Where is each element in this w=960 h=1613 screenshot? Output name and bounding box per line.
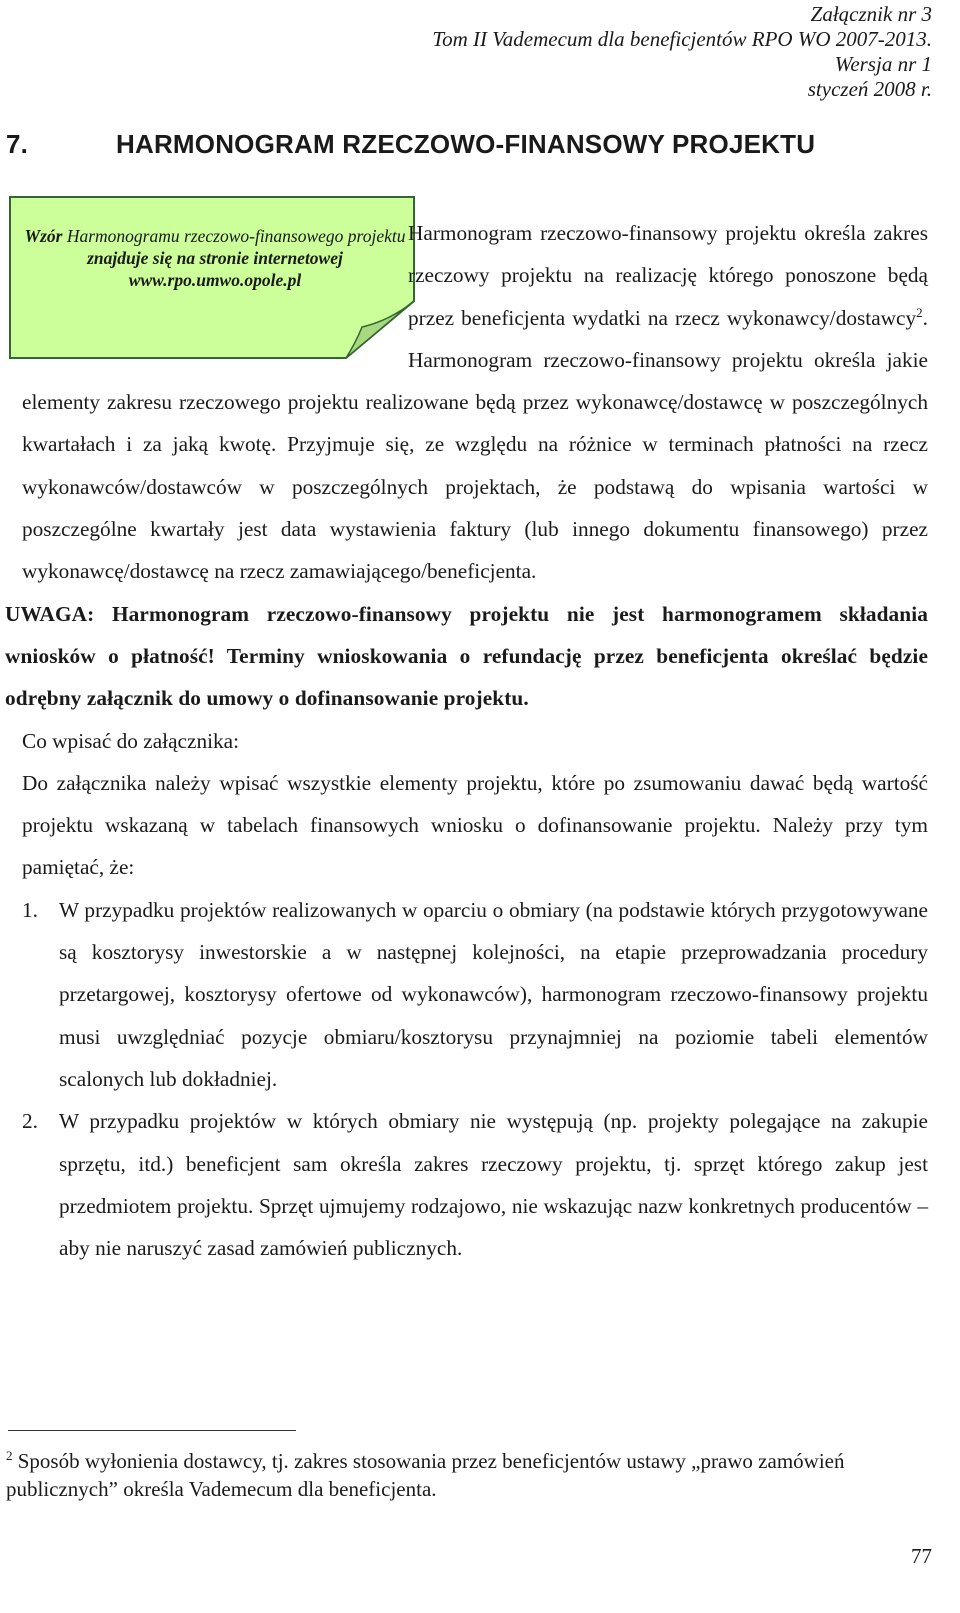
footnote-reference[interactable]: 2 <box>916 304 923 320</box>
list-item <box>22 889 928 1100</box>
header-annex: Załącznik nr 3 <box>810 2 932 26</box>
section-title-text: HARMONOGRAM RZECZOWO-FINANSOWY PROJEKTU <box>116 129 816 159</box>
main-content <box>5 212 928 1269</box>
list-item <box>22 1100 928 1269</box>
footnote-text: Sposób wyłonienia dostawcy, tj. zakres stosowania przez beneficjentów ustawy „prawo zamówień publicznych” określa Vademecum dla beneficjenta. <box>6 1449 845 1501</box>
page-number: 77 <box>911 1544 932 1568</box>
what-paragraph: Do załącznika należy wpisać wszystkie elementy projektu, które po zsumowaniu dawać będą wartość projektu wskazaną w tabelach finansowych wniosku o dofinansowanie projektu. Należy przy tym pamiętać, że: <box>22 770 928 880</box>
footnote <box>6 1442 906 1503</box>
section-number: 7. <box>6 129 29 159</box>
intro-text: Harmonogram rzeczowo-finansowy projektu określa zakres rzeczowy projektu na realizację którego ponoszone będą przez beneficjenta wydatki na rzecz wykonawcy/dostawcy <box>408 221 928 330</box>
note-bold-word: Wzór <box>24 226 63 246</box>
footnote-number: 2 <box>6 1448 13 1463</box>
list-item-marker: 1. <box>22 897 38 922</box>
footnote-separator <box>8 1430 296 1431</box>
header-version: Wersja nr 1 <box>834 52 932 76</box>
note-url-link[interactable]: www.rpo.umwo.opole.pl <box>128 270 302 290</box>
list-item-text: W przypadku projektów realizowanych w oparciu o obmiary (na podstawie których przygotowywane są kosztorysy inwestorskie a w następnej kolejności, na etapie przeprowadzania procedury przetargowej, kosztorysy ofertowe od wykonawców), harmonogram rzeczowo-finansowy projektu musi uwzględniać pozycje obmiaru/kosztorysu przynajmniej na poziomie tabeli elementów scalonych lub dokładniej. <box>59 897 928 1091</box>
header-volume: Tom II Vademecum dla beneficjentów RPO WO 2007-2013. <box>432 27 932 51</box>
note-text-part1: Harmonogramu rzeczowo-finansowego projektu <box>66 226 406 246</box>
list-item-text: W przypadku projektów w których obmiary nie występują (np. projekty polegające na zakupie sprzętu, itd.) beneficjent sam określa zakres rzeczowy projektu, tj. sprzęt którego zakup jest przedmiotem projektu. Sprzęt ujmujemy rodzajowo, nie wskazując nazw konkretnych producentów – aby nie naruszyć zasad zamówień publicznych. <box>59 1109 928 1261</box>
requirements-list <box>22 889 928 1270</box>
list-item-marker: 2. <box>22 1109 38 1134</box>
note-bold-text: znajduje się na stronie internetowej <box>87 248 343 268</box>
section-title <box>6 129 815 160</box>
note-wrap-spacer <box>0 212 408 372</box>
document-header <box>432 2 932 102</box>
what-heading: Co wpisać do załącznika: <box>22 728 240 753</box>
header-date: styczeń 2008 r. <box>807 77 932 101</box>
warning-paragraph: UWAGA: Harmonogram rzeczowo-finansowy projektu nie jest harmonogramem składania wniosków o płatność! Terminy wnioskowania o refundację przez beneficjenta określać będzie odrębny załącznik do umowy o dofinansowanie projektu. <box>5 601 928 711</box>
intro-text-continued: . Harmonogram rzeczowo-finansowy projektu określa jakie elementy zakresu rzeczowego projektu realizowane będą przez wykonawcę/dostawcę w poszczególnych kwartałach i za jaką kwotę. Przyjmuje się, ze względu na różnice w terminach płatności na rzecz wykonawców/dostawców w poszczególnych projektach, że podstawą do wpisania wartości w poszczególne kwartały jest data wystawienia faktury (lub innego dokumentu finansowego) przez wykonawcę/dostawcę na rzecz zamawiającego/beneficjenta. <box>22 305 928 584</box>
